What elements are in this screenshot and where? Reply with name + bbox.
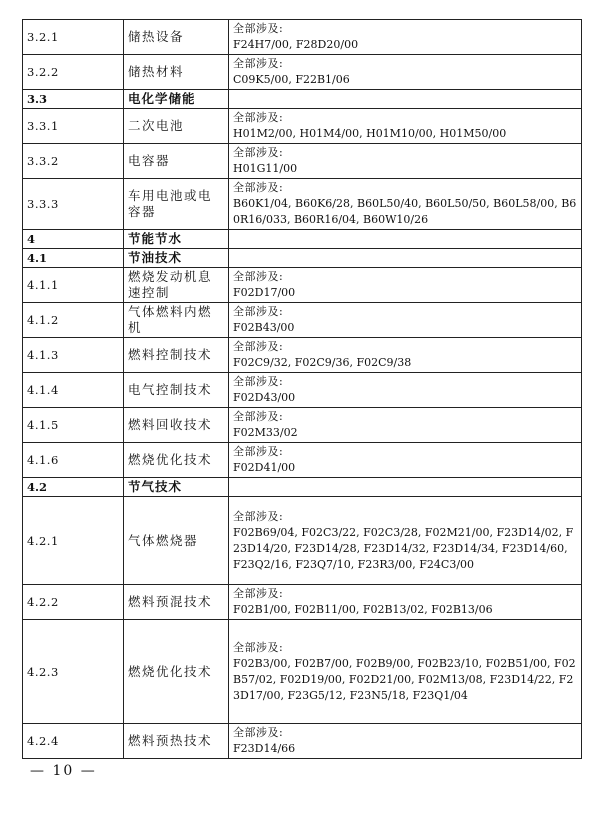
- row-id: 4.1: [23, 249, 124, 268]
- row-id: 3.3.2: [23, 144, 124, 179]
- catalog-table-container: [22, 19, 582, 759]
- codes-scope-label: 全部涉及:: [233, 111, 284, 124]
- row-id: 4.2.2: [23, 585, 124, 620]
- codes-scope-label: 全部涉及:: [233, 181, 284, 194]
- row-category-name: 燃烧发动机息速控制: [124, 268, 229, 303]
- classification-codes: F02C9/32, F02C9/36, F02C9/38: [233, 356, 412, 369]
- row-id: 3.2.2: [23, 55, 124, 90]
- table-row: [23, 144, 582, 179]
- row-category-name: 电容器: [124, 144, 229, 179]
- row-codes-cell: [229, 249, 582, 268]
- table-section-heading-row: [23, 249, 582, 268]
- classification-codes: F02M33/02: [233, 426, 298, 439]
- codes-scope-label: 全部涉及:: [233, 270, 284, 283]
- row-codes-cell: [229, 497, 582, 585]
- codes-scope-label: 全部涉及:: [233, 305, 284, 318]
- classification-codes: F02B1/00, F02B11/00, F02B13/02, F02B13/06: [233, 603, 493, 616]
- table-section-heading-row: [23, 230, 582, 249]
- row-category-name: 气体燃料内燃机: [124, 303, 229, 338]
- table-body: [23, 20, 582, 759]
- row-id: 4.1.2: [23, 303, 124, 338]
- row-category-name: 燃料预混技术: [124, 585, 229, 620]
- classification-codes: F02D17/00: [233, 286, 296, 299]
- row-codes-cell: [229, 230, 582, 249]
- row-id: 3.3: [23, 90, 124, 109]
- codes-scope-label: 全部涉及:: [233, 146, 284, 159]
- table-row: [23, 338, 582, 373]
- row-codes-cell: [229, 179, 582, 230]
- classification-codes: H01G11/00: [233, 162, 298, 175]
- codes-scope-label: 全部涉及:: [233, 445, 284, 458]
- table-row: [23, 497, 582, 585]
- row-codes-cell: [229, 443, 582, 478]
- classification-codes: B60K1/04, B60K6/28, B60L50/40, B60L50/50, B60L58/00, B60R16/033, B60R16/04, B60W10/26: [233, 197, 577, 226]
- table-section-heading-row: [23, 478, 582, 497]
- codes-scope-label: 全部涉及:: [233, 340, 284, 353]
- row-codes-cell: [229, 585, 582, 620]
- row-codes-cell: [229, 144, 582, 179]
- row-id: 4.1.1: [23, 268, 124, 303]
- row-codes-cell: [229, 20, 582, 55]
- row-category-name: 储热材料: [124, 55, 229, 90]
- row-category-name: 储热设备: [124, 20, 229, 55]
- codes-scope-label: 全部涉及:: [233, 375, 284, 388]
- row-codes-cell: [229, 724, 582, 759]
- codes-scope-label: 全部涉及:: [233, 410, 284, 423]
- row-id: 4.1.4: [23, 373, 124, 408]
- row-id: 4.1.6: [23, 443, 124, 478]
- row-id: 3.2.1: [23, 20, 124, 55]
- row-category-name: 电气控制技术: [124, 373, 229, 408]
- table-row: [23, 585, 582, 620]
- row-codes-cell: [229, 373, 582, 408]
- row-codes-cell: [229, 268, 582, 303]
- row-id: 4.2.3: [23, 620, 124, 724]
- classification-codes: H01M2/00, H01M4/00, H01M10/00, H01M50/00: [233, 127, 507, 140]
- table-row: [23, 443, 582, 478]
- row-category-name: 节油技术: [124, 249, 229, 268]
- table-row: [23, 268, 582, 303]
- row-category-name: 电化学储能: [124, 90, 229, 109]
- row-codes-cell: [229, 303, 582, 338]
- classification-codes: C09K5/00, F22B1/06: [233, 73, 350, 86]
- table-row: [23, 303, 582, 338]
- row-category-name: 气体燃烧器: [124, 497, 229, 585]
- row-id: 4.2: [23, 478, 124, 497]
- row-category-name: 燃料控制技术: [124, 338, 229, 373]
- classification-codes: F02B3/00, F02B7/00, F02B9/00, F02B23/10, F02B51/00, F02B57/02, F02D19/00, F02D21/00, F02M13/08, F23D14/22, F23D17/00, F23G5/12, F23N5/18, F23Q1/04: [233, 656, 576, 702]
- page-number: — 10 —: [30, 763, 97, 779]
- classification-codes: F02D43/00: [233, 391, 296, 404]
- row-category-name: 节气技术: [124, 478, 229, 497]
- table-row: [23, 724, 582, 759]
- row-codes-cell: [229, 478, 582, 497]
- row-category-name: 燃料预热技术: [124, 724, 229, 759]
- row-id: 4.2.1: [23, 497, 124, 585]
- row-category-name: 节能节水: [124, 230, 229, 249]
- row-codes-cell: [229, 338, 582, 373]
- row-category-name: 燃烧优化技术: [124, 620, 229, 724]
- row-id: 4.1.5: [23, 408, 124, 443]
- row-id: 4: [23, 230, 124, 249]
- codes-scope-label: 全部涉及:: [233, 22, 284, 35]
- row-codes-cell: [229, 109, 582, 144]
- row-id: 3.3.1: [23, 109, 124, 144]
- table-section-heading-row: [23, 90, 582, 109]
- row-category-name: 车用电池或电容器: [124, 179, 229, 230]
- row-id: 4.2.4: [23, 724, 124, 759]
- table-row: [23, 373, 582, 408]
- table-row: [23, 408, 582, 443]
- row-id: 3.3.3: [23, 179, 124, 230]
- classification-codes: F24H7/00, F28D20/00: [233, 38, 359, 51]
- codes-scope-label: 全部涉及:: [233, 509, 284, 523]
- classification-codes: F23D14/66: [233, 742, 296, 755]
- classification-table: [22, 19, 582, 759]
- classification-codes: F02B43/00: [233, 321, 295, 334]
- codes-scope-label: 全部涉及:: [233, 57, 284, 70]
- row-codes-cell: [229, 620, 582, 724]
- classification-codes: F02D41/00: [233, 461, 296, 474]
- row-category-name: 燃料回收技术: [124, 408, 229, 443]
- row-category-name: 二次电池: [124, 109, 229, 144]
- row-codes-cell: [229, 55, 582, 90]
- row-codes-cell: [229, 408, 582, 443]
- codes-scope-label: 全部涉及:: [233, 726, 284, 739]
- row-category-name: 燃烧优化技术: [124, 443, 229, 478]
- table-row: [23, 109, 582, 144]
- table-row: [23, 20, 582, 55]
- row-id: 4.1.3: [23, 338, 124, 373]
- codes-scope-label: 全部涉及:: [233, 640, 284, 654]
- classification-codes: F02B69/04, F02C3/22, F02C3/28, F02M21/00, F23D14/02, F23D14/20, F23D14/28, F23D14/32, F23D14/34, F23D14/60, F23Q2/16, F23Q7/10, F23R3/00, F24C3/00: [233, 525, 574, 571]
- row-codes-cell: [229, 90, 582, 109]
- codes-scope-label: 全部涉及:: [233, 587, 284, 600]
- table-row: [23, 55, 582, 90]
- table-row: [23, 620, 582, 724]
- table-row: [23, 179, 582, 230]
